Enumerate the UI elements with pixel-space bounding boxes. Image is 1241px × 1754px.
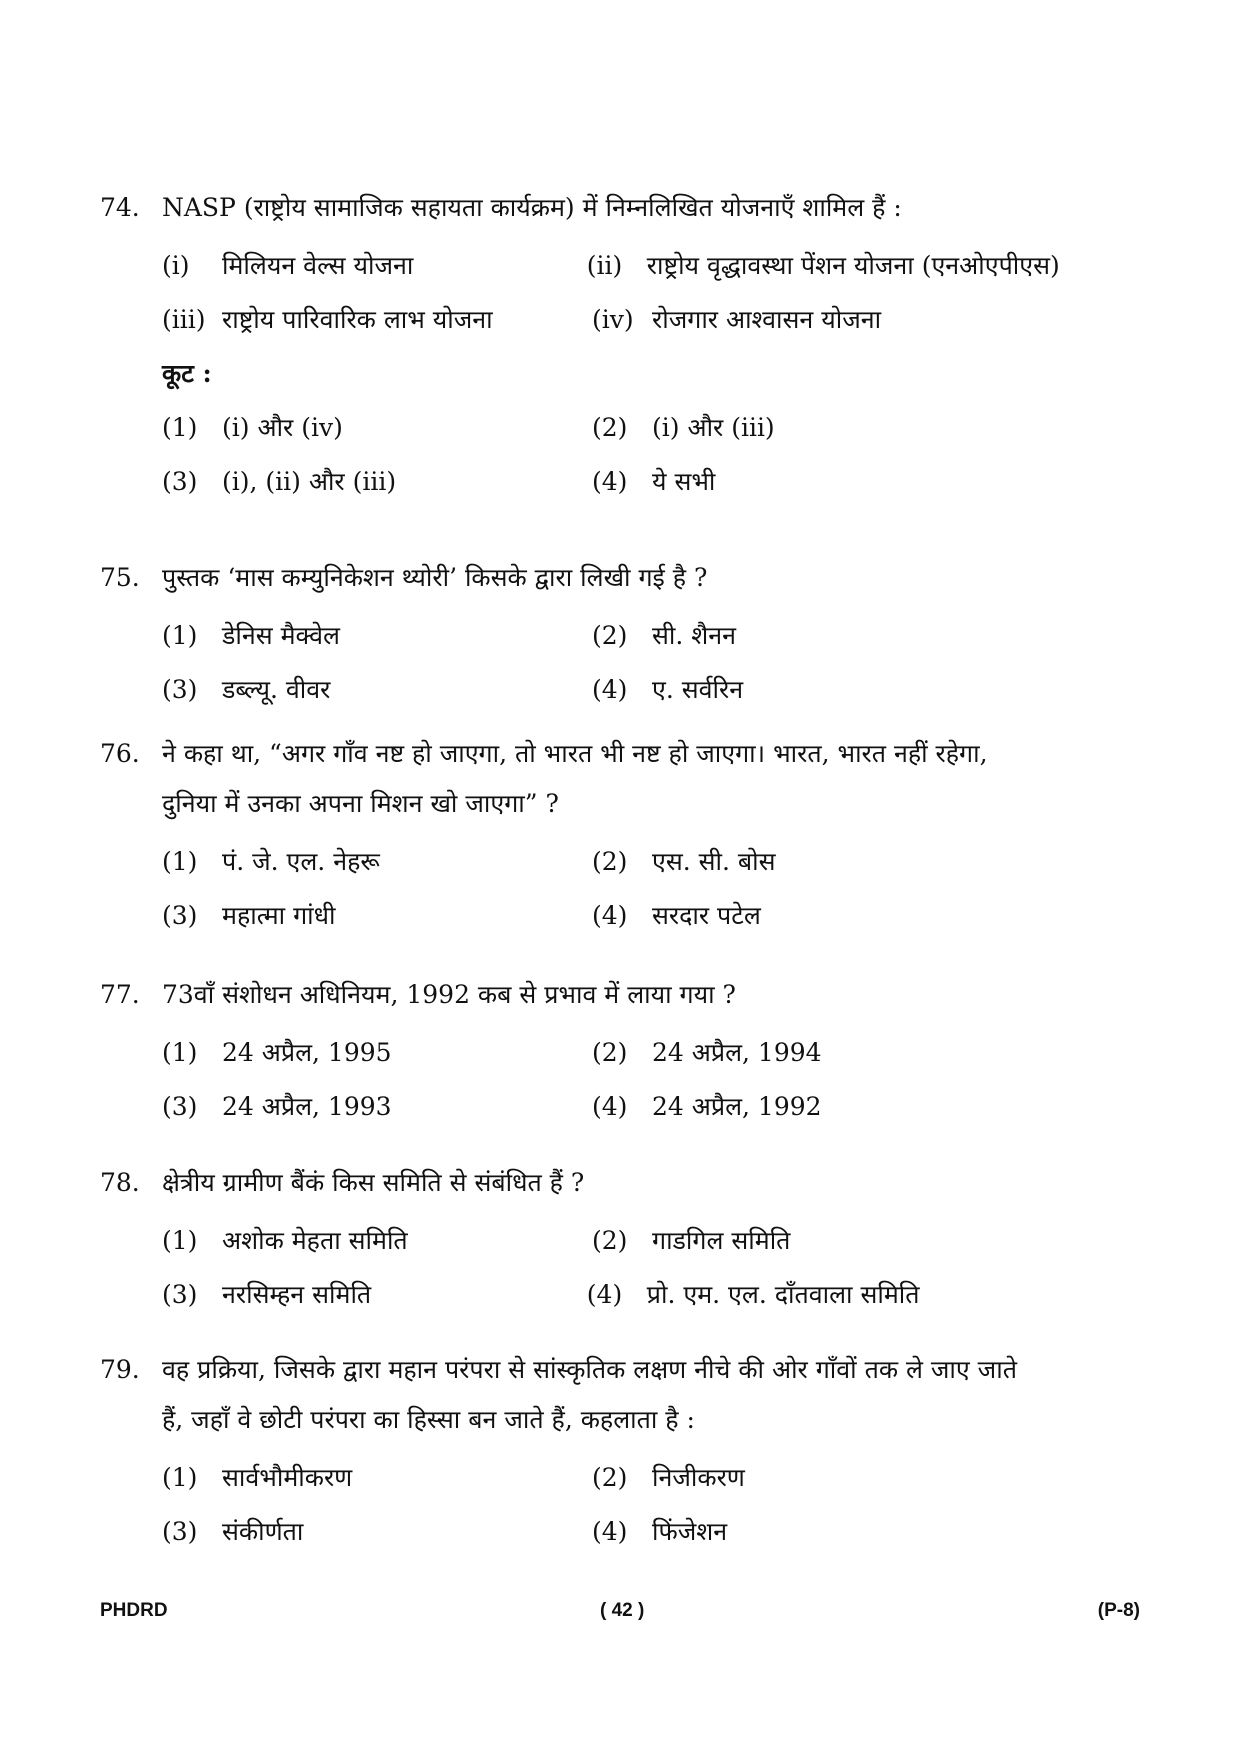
option-text: एस. सी. बोस (652, 847, 776, 876)
option-1[interactable] (162, 1026, 592, 1080)
question-text: NASP (राष्ट्रोय सामाजिक सहायता कार्यक्रम) में निम्नलिखित योजनाएँ शामिल हैं : (162, 193, 902, 222)
statement-label: (i) (162, 251, 190, 280)
option-label: (1) (162, 1463, 198, 1492)
option-4[interactable] (592, 455, 1022, 509)
question-text: दुनिया में उनका अपना मिशन खो जाएगा” ? (162, 789, 559, 818)
option-text: अशोक मेहता समिति (222, 1226, 408, 1255)
option-text: सार्वभौमीकरण (222, 1463, 353, 1492)
option-label: (2) (592, 1226, 628, 1255)
option-label: (2) (592, 847, 628, 876)
question-text: ने कहा था, “अगर गाँव नष्ट हो जाएगा, तो भारत भी नष्ट हो जाएगा। भारत, भारत नहीं रहेगा, (162, 739, 988, 768)
option-text: गाडगिल समिति (652, 1226, 791, 1255)
option-1[interactable] (162, 609, 592, 663)
option-label: (2) (592, 1463, 628, 1492)
question-line (100, 729, 1140, 779)
option-text: (i) और (iii) (652, 413, 775, 442)
option-1[interactable] (162, 1214, 592, 1268)
option-text: डेनिस मैक्वेल (222, 621, 340, 650)
option-label: (3) (162, 1280, 198, 1309)
option-2[interactable] (592, 1214, 1022, 1268)
question-text: पुस्तक ‘मास कम्युनिकेशन थ्योरी’ किसके द्वारा लिखी गई है ? (162, 563, 708, 592)
option-3[interactable] (162, 1505, 592, 1559)
question-line (100, 183, 1140, 233)
option-row (100, 1080, 1140, 1134)
option-label: (1) (162, 621, 198, 650)
option-text: ए. सर्वरिन (652, 675, 744, 704)
question-76 (100, 729, 1140, 943)
option-2[interactable] (592, 609, 1022, 663)
option-2[interactable] (592, 835, 1022, 889)
option-label: (4) (592, 675, 628, 704)
question-line (100, 1158, 1140, 1208)
option-text: निजीकरण (652, 1463, 745, 1492)
statement-row (100, 239, 1140, 293)
option-label: (2) (592, 413, 628, 442)
option-label: (4) (592, 467, 628, 496)
statement-text: राष्ट्रोय वृद्धावस्था पेंशन योजना (एनओएपीएस) (646, 251, 1060, 280)
footer-series: (P-8) (1097, 1600, 1140, 1621)
question-number: 76. (100, 739, 140, 768)
option-text: नरसिम्हन समिति (222, 1280, 372, 1309)
option-text: 24 अप्रैल, 1994 (652, 1038, 822, 1067)
option-row (100, 455, 1140, 509)
option-text: (i), (ii) और (iii) (222, 467, 397, 496)
statement (162, 239, 587, 293)
question-text: क्षेत्रीय ग्रामीण बैंकं किस समिति से संबंधित हैं ? (162, 1168, 585, 1197)
question-text: 73वाँ संशोधन अधिनियम, 1992 कब से प्रभाव में लाया गया ? (162, 980, 736, 1009)
option-label: (3) (162, 1517, 198, 1546)
option-2[interactable] (592, 1451, 1022, 1505)
option-label: (4) (592, 1092, 628, 1121)
option-text: महात्मा गांधी (222, 901, 336, 930)
option-1[interactable] (162, 835, 592, 889)
question-line (100, 970, 1140, 1020)
option-row (100, 1505, 1140, 1559)
question-75 (100, 553, 1140, 717)
question-line (100, 1395, 1140, 1445)
option-4[interactable] (592, 1505, 1022, 1559)
option-3[interactable] (162, 455, 592, 509)
option-label: (4) (592, 901, 628, 930)
option-label: (4) (586, 1280, 623, 1309)
option-text: फिंजेशन (652, 1517, 728, 1546)
option-row (100, 609, 1140, 663)
option-text: ये सभी (652, 467, 716, 496)
option-row (100, 835, 1140, 889)
question-line (100, 1345, 1140, 1395)
option-text: पं. जे. एल. नेहरू (222, 847, 380, 876)
question-text: हैं, जहाँ वे छोटी परंपरा का हिस्सा बन जाते हैं, कहलाता है : (162, 1405, 695, 1434)
option-row (100, 1451, 1140, 1505)
option-label: (3) (162, 901, 198, 930)
option-label: (2) (592, 1038, 628, 1067)
question-line (100, 779, 1140, 829)
statement-text: राष्ट्रोय पारिवारिक लाभ योजना (222, 305, 493, 334)
option-text: (i) और (iv) (222, 413, 343, 442)
question-text: वह प्रक्रिया, जिसके द्वारा महान परंपरा से सांस्कृतिक लक्षण नीचे की ओर गाँवों तक ले जाए जाते (162, 1355, 1017, 1384)
option-label: (3) (162, 467, 198, 496)
option-text: सरदार पटेल (652, 901, 761, 930)
question-line (100, 553, 1140, 603)
option-2[interactable] (592, 1026, 1022, 1080)
option-label: (2) (592, 621, 628, 650)
question-74 (100, 183, 1140, 509)
statement-label: (iv) (592, 305, 634, 334)
question-number: 75. (100, 563, 140, 592)
option-label: (4) (592, 1517, 628, 1546)
statement-label: (iii) (162, 305, 206, 334)
page-number: ( 42 ) (600, 1600, 645, 1621)
option-row (100, 663, 1140, 717)
option-4[interactable] (592, 1080, 1022, 1134)
option-text: डब्ल्यू. वीवर (222, 675, 331, 704)
option-3[interactable] (162, 663, 592, 717)
statement (592, 293, 1022, 347)
option-label: (1) (162, 1038, 198, 1067)
statement (587, 239, 1140, 293)
option-3[interactable] (162, 1080, 592, 1134)
option-label: (1) (162, 847, 198, 876)
question-79 (100, 1345, 1140, 1559)
question-number: 79. (100, 1355, 140, 1384)
option-text: 24 अप्रैल, 1995 (222, 1038, 392, 1067)
option-4[interactable] (592, 663, 1022, 717)
option-text: प्रो. एम. एल. दाँतवाला समिति (646, 1280, 920, 1309)
page-footer (100, 1600, 1140, 1630)
question-78 (100, 1158, 1140, 1322)
option-4[interactable] (592, 889, 1022, 943)
option-text: सी. शैनन (652, 621, 737, 650)
option-1[interactable] (162, 1451, 592, 1505)
option-4[interactable] (587, 1268, 1140, 1322)
statement (162, 293, 592, 347)
option-label: (1) (162, 1226, 198, 1255)
statement-text: मिलियन वेल्स योजना (222, 251, 414, 280)
statement-text: रोजगार आश्वासन योजना (652, 305, 882, 334)
option-text: 24 अप्रैल, 1992 (652, 1092, 822, 1121)
option-1[interactable] (162, 401, 592, 455)
option-label: (1) (162, 413, 198, 442)
option-row (100, 1214, 1140, 1268)
option-text: संकीर्णता (222, 1517, 304, 1546)
statement-label: (ii) (586, 251, 623, 280)
footer-code: PHDRD (100, 1600, 168, 1621)
option-label: (3) (162, 1092, 198, 1121)
question-number: 78. (100, 1168, 140, 1197)
option-label: (3) (162, 675, 198, 704)
code-label: कूट : (162, 359, 212, 388)
statement-row (100, 293, 1140, 347)
option-row (100, 1268, 1140, 1322)
question-number: 74. (100, 193, 140, 222)
option-3[interactable] (162, 1268, 587, 1322)
option-row (100, 889, 1140, 943)
option-row (100, 401, 1140, 455)
option-2[interactable] (592, 401, 1022, 455)
option-row (100, 1026, 1140, 1080)
question-number: 77. (100, 980, 140, 1009)
question-77 (100, 970, 1140, 1134)
option-3[interactable] (162, 889, 592, 943)
option-text: 24 अप्रैल, 1993 (222, 1092, 392, 1121)
